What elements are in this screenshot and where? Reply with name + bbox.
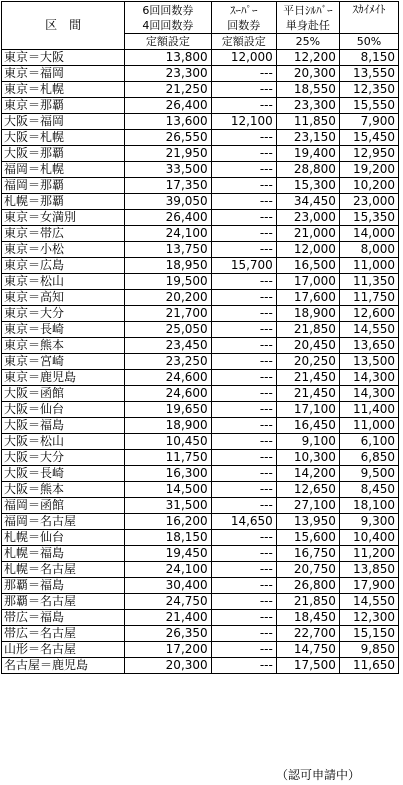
coupon-price-cell: 18,150: [125, 530, 212, 546]
table-row: [2, 434, 399, 450]
skymate-price-cell: 11,200: [339, 546, 398, 562]
table-row: [2, 402, 399, 418]
table-row: [2, 210, 399, 226]
silver-price-cell: 21,450: [276, 370, 339, 386]
coupon-price-cell: 23,450: [125, 338, 212, 354]
silver-price-cell: 20,450: [276, 338, 339, 354]
skymate-price-cell: 11,350: [339, 274, 398, 290]
super-price-cell: ---: [211, 434, 276, 450]
table-row: [2, 66, 399, 82]
coupon-price-cell: 23,300: [125, 66, 212, 82]
table-row: [2, 306, 399, 322]
skymate-price-cell: 14,550: [339, 594, 398, 610]
super-price-cell: ---: [211, 658, 276, 674]
super-price-cell: ---: [211, 130, 276, 146]
route-cell: 大阪＝仙台: [2, 402, 125, 418]
coupon-price-cell: 13,750: [125, 242, 212, 258]
silver-price-cell: 10,300: [276, 450, 339, 466]
silver-price-cell: 17,100: [276, 402, 339, 418]
super-price-cell: ---: [211, 306, 276, 322]
route-cell: 札幌＝名古屋: [2, 562, 125, 578]
route-cell: 東京＝長崎: [2, 322, 125, 338]
header-super-line1: ｽｰﾊﾟｰ: [229, 3, 258, 17]
super-price-cell: ---: [211, 162, 276, 178]
super-price-cell: 12,100: [211, 114, 276, 130]
skymate-price-cell: 13,550: [339, 66, 398, 82]
super-price-cell: ---: [211, 578, 276, 594]
route-cell: 福岡＝函館: [2, 498, 125, 514]
route-cell: 東京＝帯広: [2, 226, 125, 242]
super-price-cell: ---: [211, 450, 276, 466]
skymate-price-cell: 15,150: [339, 626, 398, 642]
skymate-price-cell: 13,850: [339, 562, 398, 578]
fare-table: [1, 1, 399, 674]
table-row: [2, 98, 399, 114]
silver-price-cell: 21,450: [276, 386, 339, 402]
coupon-price-cell: 10,450: [125, 434, 212, 450]
skymate-price-cell: 19,200: [339, 162, 398, 178]
silver-price-cell: 20,300: [276, 66, 339, 82]
table-row: [2, 354, 399, 370]
skymate-price-cell: 12,950: [339, 146, 398, 162]
coupon-price-cell: 17,350: [125, 178, 212, 194]
skymate-price-cell: 12,300: [339, 610, 398, 626]
table-row: [2, 386, 399, 402]
skymate-price-cell: 11,000: [339, 258, 398, 274]
silver-price-cell: 11,850: [276, 114, 339, 130]
subheader-silver: 25%: [276, 34, 339, 50]
skymate-price-cell: 8,000: [339, 242, 398, 258]
coupon-price-cell: 24,600: [125, 370, 212, 386]
skymate-price-cell: 9,300: [339, 514, 398, 530]
silver-price-cell: 28,800: [276, 162, 339, 178]
header-coupon-line2: 4回回数券: [142, 18, 194, 32]
super-price-cell: ---: [211, 194, 276, 210]
super-price-cell: ---: [211, 146, 276, 162]
route-cell: 東京＝鹿児島: [2, 370, 125, 386]
skymate-price-cell: 17,900: [339, 578, 398, 594]
route-cell: 大阪＝函館: [2, 386, 125, 402]
coupon-price-cell: 16,200: [125, 514, 212, 530]
header-coupon: [125, 2, 212, 34]
coupon-price-cell: 11,750: [125, 450, 212, 466]
skymate-price-cell: 15,450: [339, 130, 398, 146]
coupon-price-cell: 26,350: [125, 626, 212, 642]
super-price-cell: ---: [211, 562, 276, 578]
silver-price-cell: 15,600: [276, 530, 339, 546]
table-row: [2, 610, 399, 626]
coupon-price-cell: 20,300: [125, 658, 212, 674]
super-price-cell: 14,650: [211, 514, 276, 530]
coupon-price-cell: 26,400: [125, 98, 212, 114]
table-row: [2, 178, 399, 194]
silver-price-cell: 21,850: [276, 594, 339, 610]
coupon-price-cell: 13,600: [125, 114, 212, 130]
table-row: [2, 194, 399, 210]
route-cell: 東京＝福岡: [2, 66, 125, 82]
skymate-price-cell: 9,850: [339, 642, 398, 658]
table-row: [2, 50, 399, 66]
coupon-price-cell: 31,500: [125, 498, 212, 514]
skymate-price-cell: 8,150: [339, 50, 398, 66]
route-cell: 大阪＝長崎: [2, 466, 125, 482]
table-row: [2, 146, 399, 162]
coupon-price-cell: 25,050: [125, 322, 212, 338]
super-price-cell: ---: [211, 178, 276, 194]
silver-price-cell: 19,400: [276, 146, 339, 162]
silver-price-cell: 12,200: [276, 50, 339, 66]
coupon-price-cell: 26,550: [125, 130, 212, 146]
header-silver-line1: 平日ｼﾙﾊﾞｰ: [283, 3, 333, 17]
table-row: [2, 450, 399, 466]
coupon-price-cell: 14,500: [125, 482, 212, 498]
route-cell: 大阪＝福岡: [2, 114, 125, 130]
skymate-price-cell: 11,750: [339, 290, 398, 306]
skymate-price-cell: 6,100: [339, 434, 398, 450]
skymate-price-cell: 11,400: [339, 402, 398, 418]
super-price-cell: ---: [211, 274, 276, 290]
route-cell: 那覇＝福島: [2, 578, 125, 594]
super-price-cell: ---: [211, 354, 276, 370]
table-row: [2, 242, 399, 258]
route-cell: 東京＝札幌: [2, 82, 125, 98]
table-row: [2, 370, 399, 386]
super-price-cell: ---: [211, 546, 276, 562]
route-cell: 札幌＝福島: [2, 546, 125, 562]
coupon-price-cell: 21,400: [125, 610, 212, 626]
skymate-price-cell: 12,600: [339, 306, 398, 322]
route-cell: 東京＝宮崎: [2, 354, 125, 370]
silver-price-cell: 16,500: [276, 258, 339, 274]
skymate-price-cell: 11,000: [339, 418, 398, 434]
subheader-coupon: 定額設定: [125, 34, 212, 50]
route-cell: 那覇＝名古屋: [2, 594, 125, 610]
coupon-price-cell: 18,900: [125, 418, 212, 434]
super-price-cell: ---: [211, 402, 276, 418]
table-row: [2, 514, 399, 530]
route-cell: 東京＝那覇: [2, 98, 125, 114]
table-row: [2, 562, 399, 578]
table-row: [2, 466, 399, 482]
silver-price-cell: 20,250: [276, 354, 339, 370]
silver-price-cell: 22,700: [276, 626, 339, 642]
silver-price-cell: 23,000: [276, 210, 339, 226]
super-price-cell: ---: [211, 82, 276, 98]
skymate-price-cell: 7,900: [339, 114, 398, 130]
header-coupon-line1: 6回回数券: [142, 3, 194, 17]
skymate-price-cell: 13,650: [339, 338, 398, 354]
table-row: [2, 274, 399, 290]
silver-price-cell: 26,800: [276, 578, 339, 594]
silver-price-cell: 17,000: [276, 274, 339, 290]
super-price-cell: ---: [211, 466, 276, 482]
route-cell: 東京＝大阪: [2, 50, 125, 66]
silver-price-cell: 12,000: [276, 242, 339, 258]
header-skymate-label: ｽｶｲﾒｲﾄ: [352, 3, 386, 16]
coupon-price-cell: 16,300: [125, 466, 212, 482]
route-cell: 東京＝広島: [2, 258, 125, 274]
route-cell: 札幌＝那覇: [2, 194, 125, 210]
table-row: [2, 338, 399, 354]
skymate-price-cell: 10,200: [339, 178, 398, 194]
route-cell: 帯広＝福島: [2, 610, 125, 626]
coupon-price-cell: 20,200: [125, 290, 212, 306]
table-row: [2, 626, 399, 642]
silver-price-cell: 15,300: [276, 178, 339, 194]
skymate-price-cell: 18,100: [339, 498, 398, 514]
table-row: [2, 530, 399, 546]
coupon-price-cell: 24,750: [125, 594, 212, 610]
skymate-price-cell: 14,550: [339, 322, 398, 338]
table-row: [2, 578, 399, 594]
super-price-cell: ---: [211, 386, 276, 402]
table-row: [2, 130, 399, 146]
table-row: [2, 594, 399, 610]
header-super-line2: 回数券: [227, 18, 261, 32]
skymate-price-cell: 12,350: [339, 82, 398, 98]
table-row: [2, 658, 399, 674]
coupon-price-cell: 17,200: [125, 642, 212, 658]
silver-price-cell: 14,750: [276, 642, 339, 658]
silver-price-cell: 16,750: [276, 546, 339, 562]
coupon-price-cell: 21,250: [125, 82, 212, 98]
super-price-cell: ---: [211, 626, 276, 642]
super-price-cell: ---: [211, 642, 276, 658]
super-price-cell: ---: [211, 226, 276, 242]
skymate-price-cell: 9,500: [339, 466, 398, 482]
route-cell: 東京＝松山: [2, 274, 125, 290]
route-cell: 東京＝熊本: [2, 338, 125, 354]
skymate-price-cell: 14,300: [339, 386, 398, 402]
skymate-price-cell: 15,550: [339, 98, 398, 114]
silver-price-cell: 20,750: [276, 562, 339, 578]
super-price-cell: ---: [211, 594, 276, 610]
route-cell: 大阪＝大分: [2, 450, 125, 466]
subheader-super: 定額設定: [211, 34, 276, 50]
silver-price-cell: 12,650: [276, 482, 339, 498]
super-price-cell: ---: [211, 242, 276, 258]
route-cell: 東京＝女満別: [2, 210, 125, 226]
route-cell: 大阪＝松山: [2, 434, 125, 450]
super-price-cell: ---: [211, 610, 276, 626]
skymate-price-cell: 14,300: [339, 370, 398, 386]
super-price-cell: ---: [211, 322, 276, 338]
table-row: [2, 418, 399, 434]
table-row: [2, 498, 399, 514]
super-price-cell: ---: [211, 210, 276, 226]
header-row: [2, 2, 399, 34]
coupon-price-cell: 39,050: [125, 194, 212, 210]
table-row: [2, 114, 399, 130]
route-cell: 大阪＝福島: [2, 418, 125, 434]
table-row: [2, 322, 399, 338]
coupon-price-cell: 19,650: [125, 402, 212, 418]
silver-price-cell: 18,450: [276, 610, 339, 626]
table-row: [2, 162, 399, 178]
silver-price-cell: 21,850: [276, 322, 339, 338]
fare-table-body: [2, 2, 399, 674]
super-price-cell: ---: [211, 66, 276, 82]
coupon-price-cell: 24,600: [125, 386, 212, 402]
table-row: [2, 546, 399, 562]
super-price-cell: ---: [211, 530, 276, 546]
skymate-price-cell: 14,000: [339, 226, 398, 242]
silver-price-cell: 34,450: [276, 194, 339, 210]
route-cell: 東京＝小松: [2, 242, 125, 258]
route-cell: 東京＝高知: [2, 290, 125, 306]
header-route: 区 間: [2, 2, 125, 50]
skymate-price-cell: 10,400: [339, 530, 398, 546]
approval-note: （認可申請中）: [276, 768, 361, 782]
silver-price-cell: 14,200: [276, 466, 339, 482]
silver-price-cell: 13,950: [276, 514, 339, 530]
coupon-price-cell: 21,700: [125, 306, 212, 322]
route-cell: 福岡＝札幌: [2, 162, 125, 178]
skymate-price-cell: 8,450: [339, 482, 398, 498]
super-price-cell: ---: [211, 338, 276, 354]
route-cell: 名古屋＝鹿児島: [2, 658, 125, 674]
table-row: [2, 290, 399, 306]
table-row: [2, 482, 399, 498]
table-row: [2, 642, 399, 658]
route-cell: 大阪＝札幌: [2, 130, 125, 146]
table-row: [2, 226, 399, 242]
header-silver: [276, 2, 339, 34]
super-price-cell: ---: [211, 98, 276, 114]
skymate-price-cell: 11,650: [339, 658, 398, 674]
skymate-price-cell: 6,850: [339, 450, 398, 466]
header-super: [211, 2, 276, 34]
subheader-skymate: 50%: [339, 34, 398, 50]
silver-price-cell: 17,600: [276, 290, 339, 306]
super-price-cell: ---: [211, 482, 276, 498]
super-price-cell: 15,700: [211, 258, 276, 274]
route-cell: 大阪＝熊本: [2, 482, 125, 498]
super-price-cell: ---: [211, 370, 276, 386]
route-cell: 札幌＝仙台: [2, 530, 125, 546]
coupon-price-cell: 19,500: [125, 274, 212, 290]
silver-price-cell: 27,100: [276, 498, 339, 514]
header-silver-line2: 単身赴任: [285, 18, 330, 32]
coupon-price-cell: 19,450: [125, 546, 212, 562]
super-price-cell: ---: [211, 290, 276, 306]
coupon-price-cell: 24,100: [125, 562, 212, 578]
silver-price-cell: 18,900: [276, 306, 339, 322]
skymate-price-cell: 13,500: [339, 354, 398, 370]
silver-price-cell: 21,000: [276, 226, 339, 242]
coupon-price-cell: 21,950: [125, 146, 212, 162]
table-row: [2, 258, 399, 274]
coupon-price-cell: 24,100: [125, 226, 212, 242]
route-cell: 福岡＝名古屋: [2, 514, 125, 530]
coupon-price-cell: 33,500: [125, 162, 212, 178]
coupon-price-cell: 23,250: [125, 354, 212, 370]
route-cell: 山形＝名古屋: [2, 642, 125, 658]
super-price-cell: ---: [211, 498, 276, 514]
silver-price-cell: 9,100: [276, 434, 339, 450]
super-price-cell: 12,000: [211, 50, 276, 66]
skymate-price-cell: 15,350: [339, 210, 398, 226]
silver-price-cell: 18,550: [276, 82, 339, 98]
table-row: [2, 82, 399, 98]
silver-price-cell: 23,300: [276, 98, 339, 114]
coupon-price-cell: 13,800: [125, 50, 212, 66]
route-cell: 帯広＝名古屋: [2, 626, 125, 642]
coupon-price-cell: 30,400: [125, 578, 212, 594]
silver-price-cell: 23,150: [276, 130, 339, 146]
super-price-cell: ---: [211, 418, 276, 434]
silver-price-cell: 16,450: [276, 418, 339, 434]
coupon-price-cell: 26,400: [125, 210, 212, 226]
route-cell: 東京＝大分: [2, 306, 125, 322]
skymate-price-cell: 23,000: [339, 194, 398, 210]
header-skymate: [339, 2, 398, 34]
coupon-price-cell: 18,950: [125, 258, 212, 274]
route-cell: 福岡＝那覇: [2, 178, 125, 194]
route-cell: 大阪＝那覇: [2, 146, 125, 162]
silver-price-cell: 17,500: [276, 658, 339, 674]
